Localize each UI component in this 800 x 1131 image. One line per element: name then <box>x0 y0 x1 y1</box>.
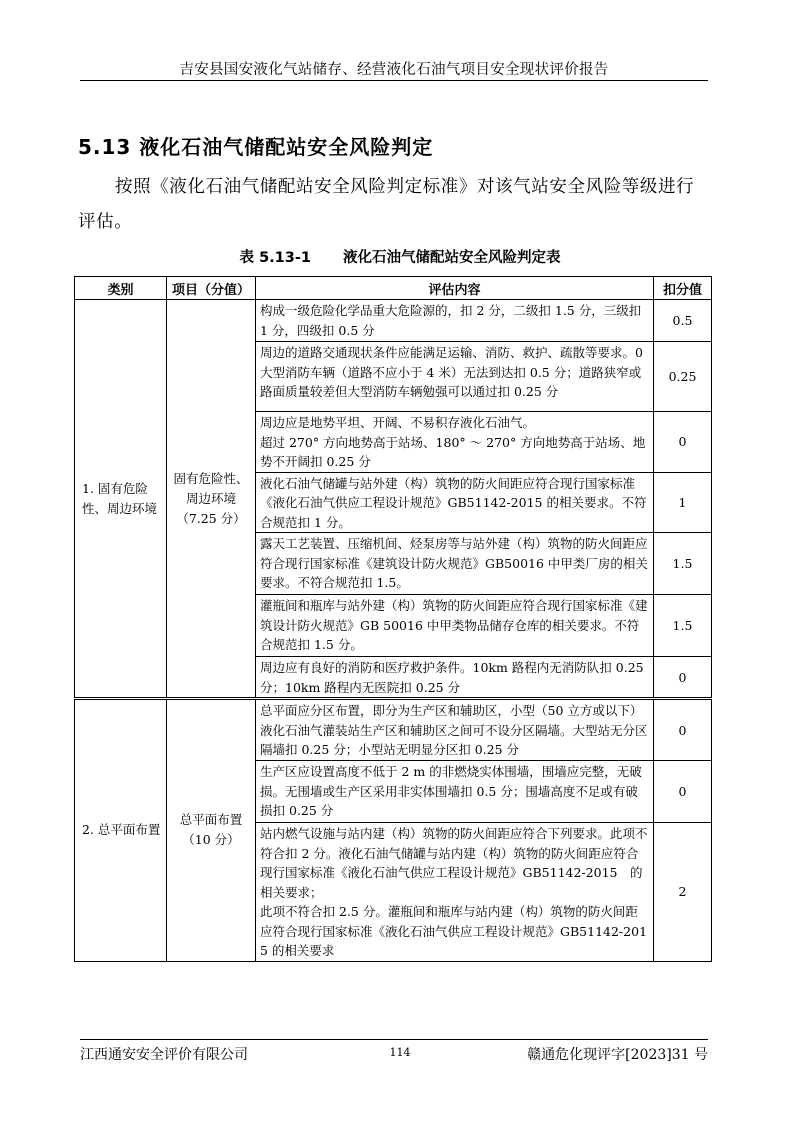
content-cell: 站内燃气设施与站内建（构）筑物的防火间距应符合下列要求。此项不符合扣 2 分。液化石油气储罐与站内建（构）筑物的防火间距应符合现行国家标准《液化石油气供应工程设计规范》GB51142-2015 的相关要求； 此项不符合扣 2.5 分。灌瓶间和瓶库与站内建（构）筑物的防火间距 应符合现行国家标准《液化石油气供应工程设计规范》GB51142-2015 的相关要求 <box>256 823 654 962</box>
page-number: 114 <box>389 1046 411 1059</box>
content-cell: 周边应有良好的消防和医疗救护条件。10km 路程内无消防队扣 0.25 分；10km 路程内无医院扣 0.25 分 <box>256 657 654 699</box>
score-cell: 0 <box>654 761 712 823</box>
table-body <box>75 300 712 962</box>
content-cell: 构成一级危险化学品重大危险源的，扣 2 分，二级扣 1.5 分，三级扣 1 分，四级扣 0.5 分 <box>256 300 654 342</box>
header-score: 扣分值 <box>654 277 712 300</box>
header-category: 类别 <box>75 277 167 300</box>
page-header: 吉安县国安液化气站储存、经营液化石油气项目安全现状评价报告 <box>179 62 609 78</box>
header-item: 项目（分值） <box>167 277 256 300</box>
footer-doc-number: 赣通危化现评字[2023]31 号 <box>527 1047 708 1063</box>
table-caption <box>0 246 800 267</box>
table-row <box>75 300 712 342</box>
category-cell: 1. 固有危险性、周边环境 <box>75 300 167 699</box>
content-cell: 周边应是地势平坦、开阔、不易积存液化石油气。 超过 270° 方向地势高于站场、180° ～ 270° 方向地势高于站场、地势不开阔扣 0.25 分 <box>256 412 654 473</box>
score-cell: 0.5 <box>654 300 712 342</box>
table-header-row <box>75 277 712 300</box>
table-caption-title: 液化石油气储配站安全风险判定表 <box>342 250 561 266</box>
header-rule <box>80 80 708 81</box>
footer-rule <box>80 1039 708 1040</box>
content-cell: 灌瓶间和瓶库与站外建（构）筑物的防火间距应符合现行国家标准《建筑设计防火规范》GB 50016 中甲类物品储存仓库的相关要求。不符合规范扣 1.5 分。 <box>256 595 654 657</box>
score-cell: 0.25 <box>654 342 712 412</box>
section-title: 5.13 液化石油气储配站安全风险判定 <box>78 135 434 159</box>
score-cell: 0 <box>654 657 712 699</box>
score-cell: 0 <box>654 412 712 473</box>
content-cell: 生产区应设置高度不低于 2 m 的非燃烧实体围墙，围墙应完整，无破损。无围墙或生产区采用非实体围墙扣 0.5 分；围墙高度不足或有破损扣 0.25 分 <box>256 761 654 823</box>
risk-assessment-table <box>74 276 712 962</box>
intro-paragraph: 按照《液化石油气储配站安全风险判定标准》对该气站安全风险等级进行评估。 <box>78 177 695 232</box>
item-cell: 固有危险性、周边环境（7.25 分） <box>167 300 256 699</box>
content-cell: 露天工艺装置、压缩机间、烃泵房等与站外建（构）筑物的防火间距应符合现行国家标准《建筑设计防火规范》GB50016 中甲类厂房的相关要求。不符合规范扣 1.5。 <box>256 533 654 595</box>
score-cell: 2 <box>654 823 712 962</box>
table-caption-number: 表 5.13-1 <box>239 250 311 266</box>
score-cell: 0 <box>654 699 712 761</box>
score-cell: 1.5 <box>654 533 712 595</box>
content-cell: 周边的道路交通现状条件应能满足运输、消防、救护、疏散等要求。0 大型消防车辆（道路不应小于 4 米）无法到达扣 0.5 分；道路狭窄或路面质量较差但大型消防车辆勉强可以通过扣 0.25 分 <box>256 342 654 412</box>
score-cell: 1 <box>654 472 712 533</box>
content-cell: 液化石油气储罐与站外建（构）筑物的防火间距应符合现行国家标准《液化石油气供应工程设计规范》GB51142-2015 的相关要求。不符合规范扣 1 分。 <box>256 472 654 533</box>
footer-company: 江西通安安全评价有限公司 <box>80 1047 248 1063</box>
score-cell: 1.5 <box>654 595 712 657</box>
table-row <box>75 699 712 761</box>
category-cell: 2. 总平面布置 <box>75 699 167 962</box>
header-content: 评估内容 <box>256 277 654 300</box>
item-cell: 总平面布置（10 分） <box>167 699 256 962</box>
content-cell: 总平面应分区布置，即分为生产区和辅助区，小型（50 立方或以下）液化石油气灌装站生产区和辅助区之间可不设分区隔墙。大型站无分区隔墙扣 0.25 分；小型站无明显分区扣 0.25 分 <box>256 699 654 761</box>
